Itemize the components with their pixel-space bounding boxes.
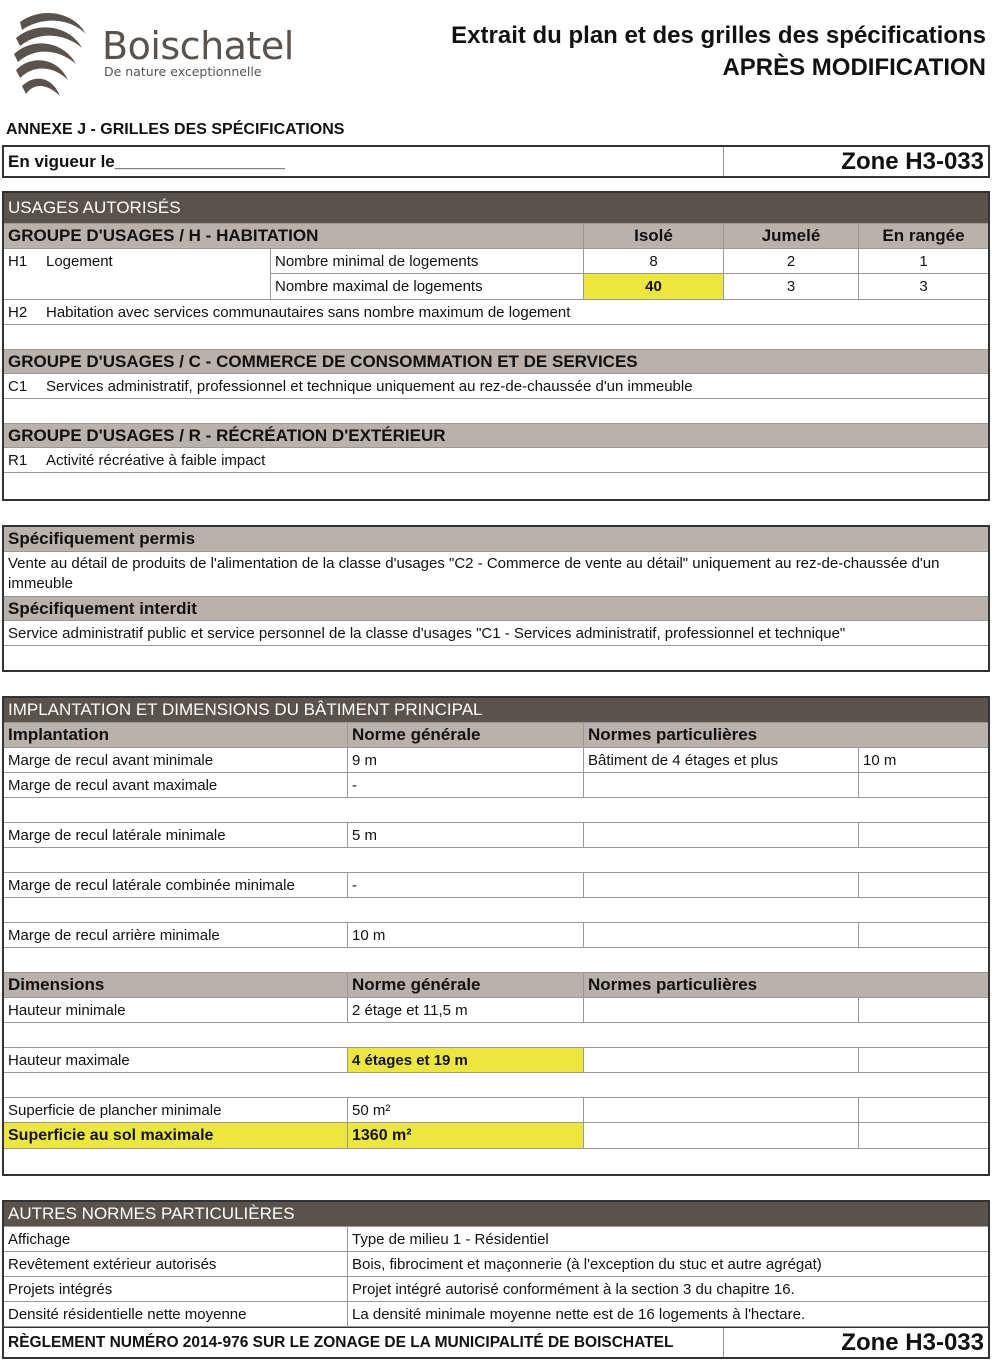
max-logements-label: Nombre maximal de logements — [271, 274, 584, 299]
h2-code: H2 — [8, 303, 28, 321]
implantation-col1: Implantation — [4, 723, 348, 747]
dimensions-col2: Norme générale — [348, 973, 584, 997]
implantation-title: IMPLANTATION ET DIMENSIONS DU BÂTIMENT PRINCIPAL — [4, 698, 988, 722]
vigueur-box — [2, 145, 990, 178]
recul-avant-max-label: Marge de recul avant maximale — [4, 773, 348, 797]
h2-label: Habitation avec services communautaires sans nombre maximum de logement — [46, 303, 571, 321]
min-logements-label: Nombre minimal de logements — [271, 249, 584, 273]
autres-title: AUTRES NORMES PARTICULIÈRES — [4, 1202, 988, 1226]
footer-zone: Zone H3-033 — [841, 1328, 984, 1356]
hauteur-max-value: 4 étages et 19 m — [348, 1048, 584, 1072]
vigueur-label: En vigueur le__________________ — [4, 147, 724, 176]
document-subtitle: APRÈS MODIFICATION — [722, 54, 986, 81]
h1-code: H1 — [8, 253, 28, 270]
document-title: Extrait du plan et des grilles des spécifications — [451, 22, 986, 49]
recul-avant-particular: Bâtiment de 4 étages et plus — [584, 748, 859, 772]
recul-laterale-min-label: Marge de recul latérale minimale — [4, 823, 348, 847]
revetement-value: Bois, fibrociment et maçonnerie (à l'exception du stuc et autre agrégat) — [352, 1255, 822, 1273]
hauteur-min-label: Hauteur minimale — [4, 998, 348, 1022]
col-en-rangee: En rangée — [859, 224, 988, 248]
interdit-text: Service administratif public et service personnel de la classe d'usages "C1 - Services administratif, professionnel et technique" — [8, 624, 846, 642]
recul-avant-min-value: 9 m — [348, 748, 584, 772]
usages-section — [2, 191, 990, 501]
c1-label: Services administratif, professionnel et technique uniquement au rez-de-chaussée d'un immeuble — [46, 377, 693, 395]
min-jumele: 2 — [724, 249, 859, 273]
max-en-rangee: 3 — [919, 278, 928, 295]
col-isole: Isolé — [584, 224, 724, 248]
implantation-col3: Normes particulières — [584, 723, 988, 747]
hauteur-max-label: Hauteur maximale — [4, 1048, 348, 1072]
interdit-title: Spécifiquement interdit — [4, 597, 988, 620]
recul-laterale-min-value: 5 m — [348, 823, 584, 847]
annex-title: ANNEXE J - GRILLES DES SPÉCIFICATIONS — [6, 121, 345, 138]
superficie-sol-max-label: Superficie au sol maximale — [4, 1123, 348, 1148]
implantation-col2: Norme générale — [348, 723, 584, 747]
revetement-label: Revêtement extérieur autorisés — [4, 1252, 348, 1276]
recul-arriere-min-label: Marge de recul arrière minimale — [4, 923, 348, 947]
projets-integres-label: Projets intégrés — [4, 1277, 348, 1301]
densite-value: La densité minimale moyenne nette est de 16 logements à l'hectare. — [352, 1305, 806, 1323]
r1-code: R1 — [8, 451, 28, 469]
h1-label: Logement — [46, 253, 113, 270]
superficie-sol-max-value: 1360 m² — [348, 1123, 584, 1148]
c1-code: C1 — [8, 377, 28, 395]
implantation-section — [2, 696, 990, 1176]
r1-label: Activité récréative à faible impact — [46, 451, 266, 469]
recul-avant-max-value: - — [348, 773, 584, 797]
zone-label: Zone H3-033 — [841, 147, 984, 175]
footer-reglement: RÈGLEMENT NUMÉRO 2014-976 SUR LE ZONAGE DE LA MUNICIPALITÉ DE BOISCHATEL — [4, 1328, 724, 1357]
min-isole: 8 — [584, 249, 724, 273]
logo-name: Boischatel — [102, 24, 294, 68]
affichage-label: Affichage — [4, 1227, 348, 1251]
habitation-title: GROUPE D'USAGES / H - HABITATION — [4, 224, 584, 248]
superficie-plancher-min-value: 50 m² — [348, 1098, 584, 1122]
recul-avant-min-label: Marge de recul avant minimale — [4, 748, 348, 772]
hauteur-min-value: 2 étage et 11,5 m — [348, 998, 584, 1022]
recul-avant-particular-value: 10 m — [863, 751, 897, 769]
col-jumele: Jumelé — [724, 224, 859, 248]
recul-laterale-combinee-label: Marge de recul latérale combinée minimale — [4, 873, 348, 897]
min-en-rangee: 1 — [919, 252, 928, 270]
recul-arriere-min-value: 10 m — [348, 923, 584, 947]
specifiques-section — [2, 525, 990, 672]
dimensions-col1: Dimensions — [4, 973, 348, 997]
recul-laterale-combinee-value: - — [348, 873, 584, 897]
logo-tagline: De nature exceptionnelle — [104, 64, 262, 79]
boischatel-logo-mark — [12, 8, 88, 102]
max-isole: 40 — [584, 274, 724, 299]
densite-label: Densité résidentielle nette moyenne — [4, 1302, 348, 1326]
recreation-title: GROUPE D'USAGES / R - RÉCRÉATION D'EXTÉRIEUR — [4, 424, 988, 447]
max-jumele: 3 — [724, 274, 859, 299]
permis-text: Vente au détail de produits de l'alimentation de la classe d'usages "C2 - Commerce de vente au détail" uniquement au rez-de-chaussée d'un immeuble — [8, 555, 940, 592]
usages-title: USAGES AUTORISÉS — [4, 193, 988, 223]
projets-integres-value: Projet intégré autorisé conformément à la section 3 du chapitre 16. — [352, 1280, 795, 1298]
affichage-value: Type de milieu 1 - Résidentiel — [352, 1230, 549, 1248]
permis-title: Spécifiquement permis — [4, 527, 988, 551]
dimensions-col3: Normes particulières — [584, 973, 988, 997]
autres-section — [2, 1200, 990, 1359]
superficie-plancher-min-label: Superficie de plancher minimale — [4, 1098, 348, 1122]
commerce-title: GROUPE D'USAGES / C - COMMERCE DE CONSOMMATION ET DE SERVICES — [4, 350, 988, 373]
